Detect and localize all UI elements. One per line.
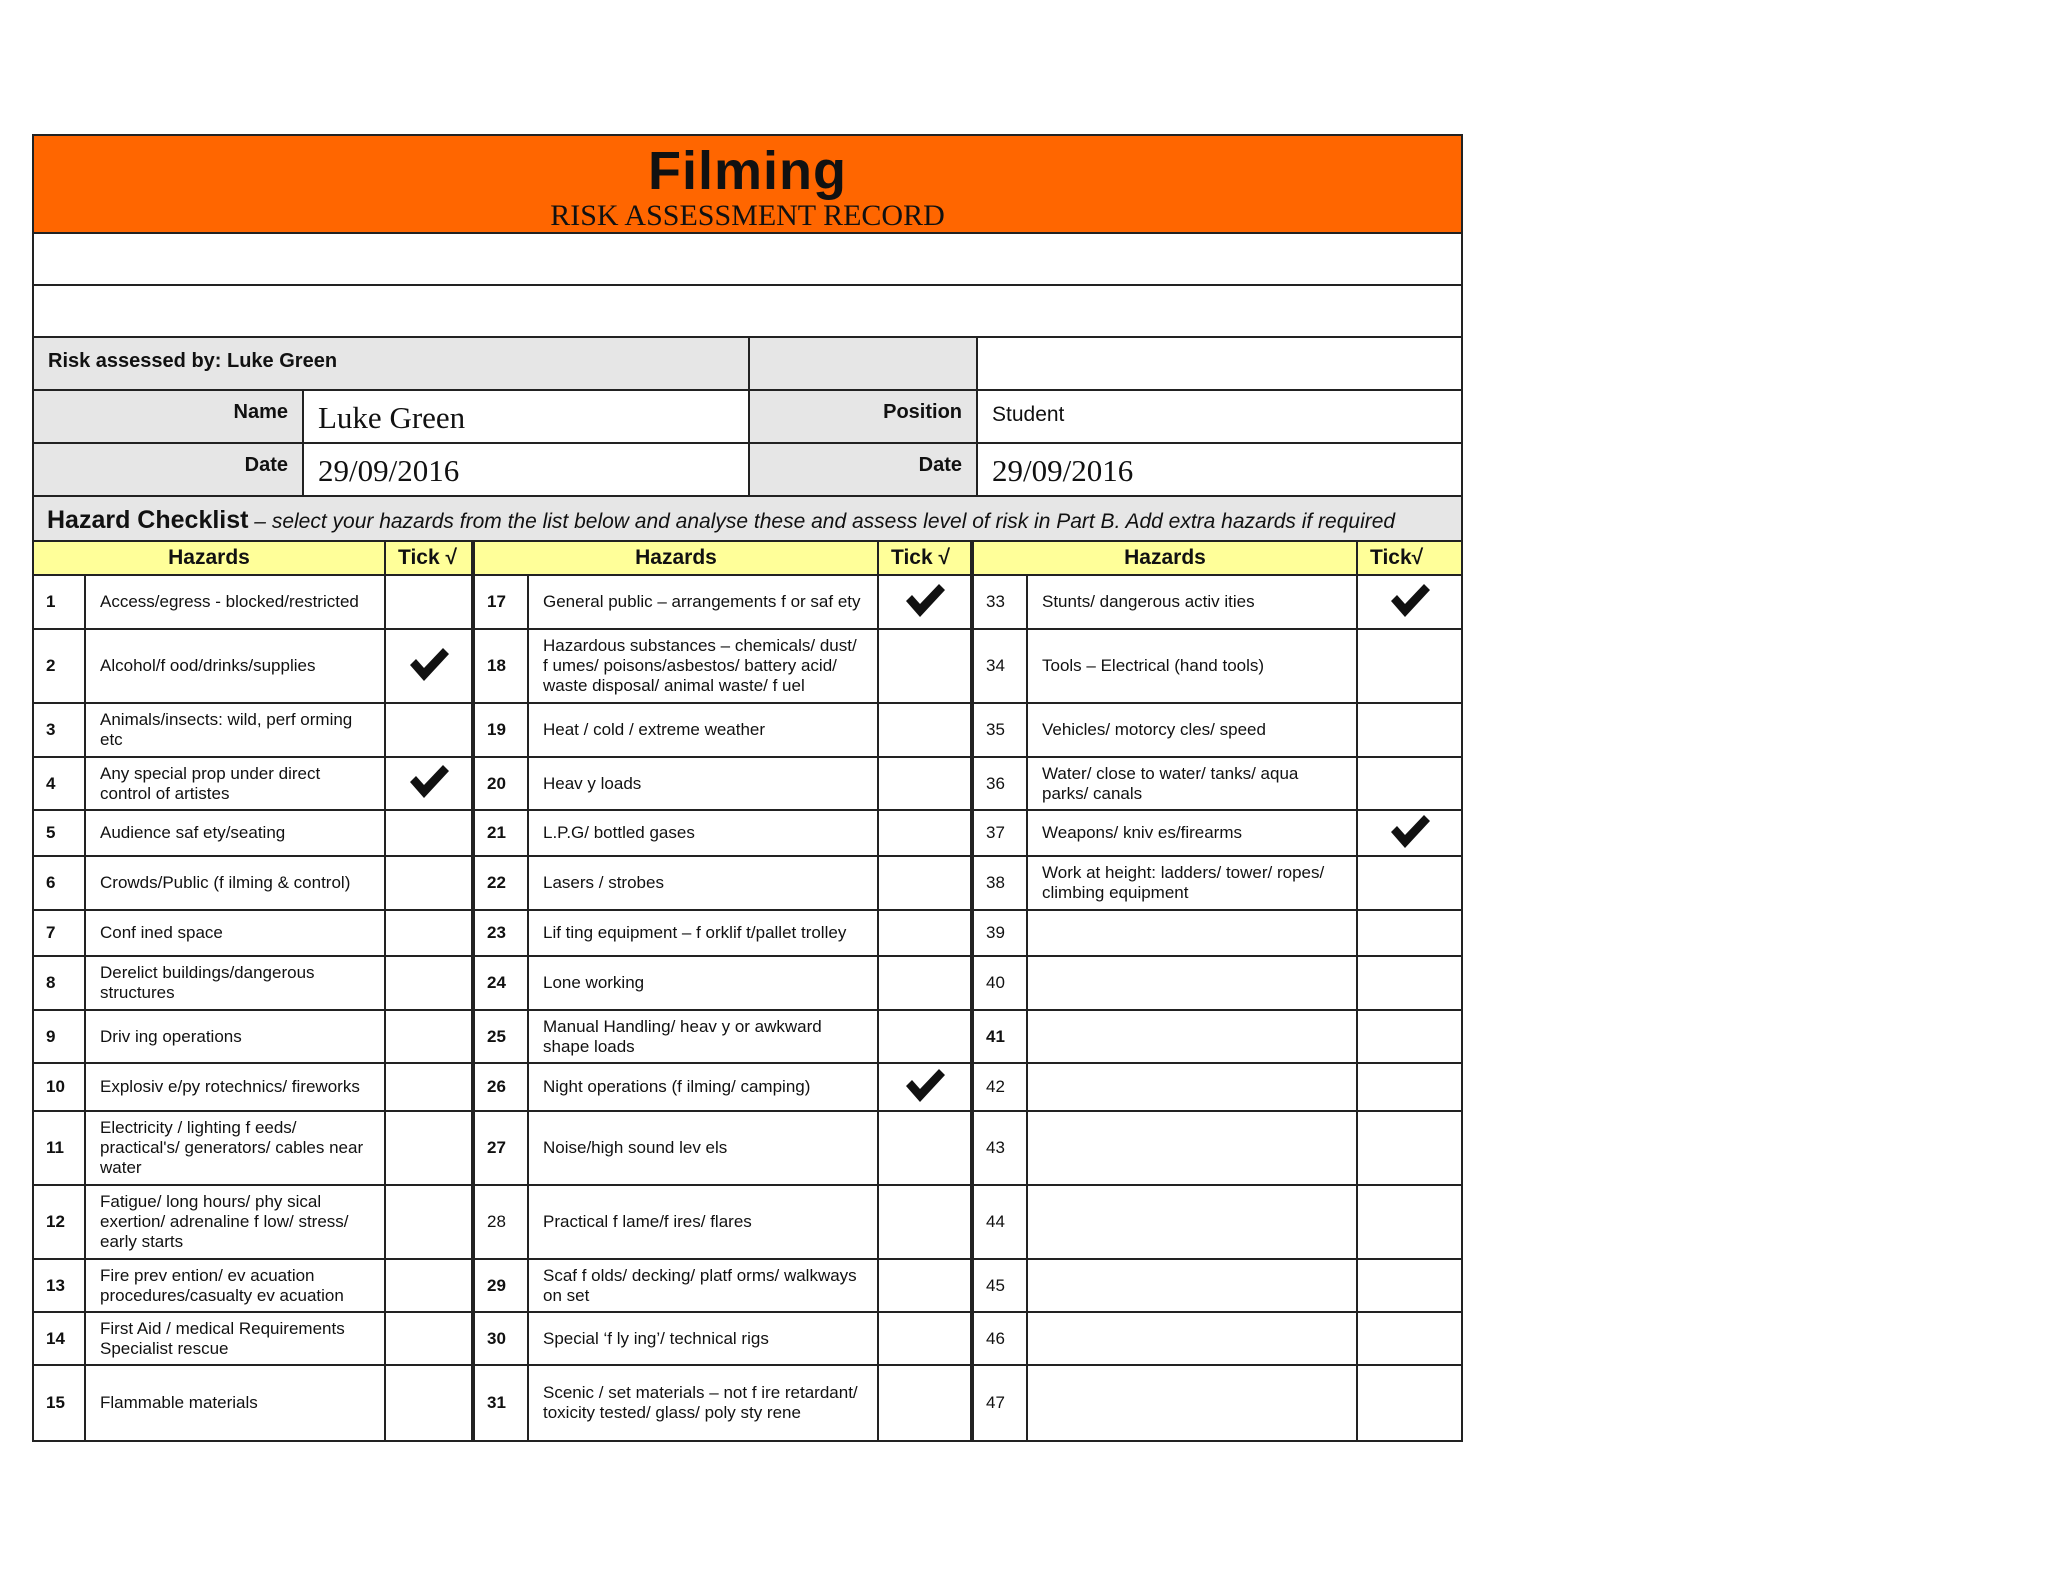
hazard-number: 27 xyxy=(475,1112,529,1184)
column-header xyxy=(34,542,471,576)
hazard-column-1 xyxy=(34,542,475,1440)
tick-cell[interactable] xyxy=(386,1064,471,1110)
assessed-by-row xyxy=(34,338,1461,391)
hazard-text: Audience saf ety/seating xyxy=(86,811,386,855)
checklist-description: – select your hazards from the list below and analyse these and assess level of risk in Part B. Add extra hazards if required xyxy=(248,510,1396,533)
hazard-text: Practical f lame/f ires/ flares xyxy=(529,1186,879,1258)
hazard-row xyxy=(974,857,1461,911)
hazard-row xyxy=(34,1366,471,1440)
hazard-text: Fire prev ention/ ev acuation procedures/casualty ev acuation xyxy=(86,1260,386,1311)
hazard-row xyxy=(475,1064,970,1112)
hazard-number: 9 xyxy=(34,1011,86,1062)
hazard-number: 33 xyxy=(974,576,1028,628)
hazard-row xyxy=(475,1112,970,1186)
tick-cell[interactable] xyxy=(386,576,471,628)
hazard-number: 6 xyxy=(34,857,86,909)
hazard-number: 19 xyxy=(475,704,529,756)
hazard-number: 4 xyxy=(34,758,86,809)
form-subtitle: RISK ASSESSMENT RECORD xyxy=(550,199,945,232)
hazard-text: Scaf f olds/ decking/ platf orms/ walkways on set xyxy=(529,1260,879,1311)
hazard-number: 13 xyxy=(34,1260,86,1311)
hazard-row xyxy=(34,1011,471,1064)
hazard-row xyxy=(475,1260,970,1313)
assessed-by-label: Risk assessed by: Luke Green xyxy=(34,338,750,389)
hazard-row xyxy=(34,811,471,857)
date2-label: Date xyxy=(750,444,978,495)
hazard-text: Noise/high sound lev els xyxy=(529,1112,879,1184)
name-label: Name xyxy=(34,391,304,442)
hazard-row xyxy=(34,911,471,957)
hazard-number: 45 xyxy=(974,1260,1028,1311)
hazard-row xyxy=(974,911,1461,957)
hazard-text: Manual Handling/ heav y or awkward shape loads xyxy=(529,1011,879,1062)
hazard-number: 44 xyxy=(974,1186,1028,1258)
hazard-text: Conf ined space xyxy=(86,911,386,955)
tick-cell[interactable] xyxy=(879,911,970,955)
hazard-row xyxy=(974,1011,1461,1064)
hazard-number: 38 xyxy=(974,857,1028,909)
hazard-row xyxy=(974,1366,1461,1440)
hazard-row xyxy=(34,1112,471,1186)
hazard-number: 7 xyxy=(34,911,86,955)
hazard-number: 20 xyxy=(475,758,529,809)
hazard-text: Hazardous substances – chemicals/ dust/ f umes/ poisons/asbestos/ battery acid/ waste disposal/ animal waste/ f uel xyxy=(529,630,879,702)
tick-cell[interactable] xyxy=(1358,911,1461,955)
name-field[interactable]: Luke Green xyxy=(304,391,750,442)
hazard-text: Derelict buildings/dangerous structures xyxy=(86,957,386,1009)
hazard-number: 11 xyxy=(34,1112,86,1184)
tick-cell[interactable] xyxy=(879,1064,970,1110)
hazards-header: Hazards xyxy=(475,542,879,574)
checkmark-icon xyxy=(1388,812,1432,855)
hazard-row xyxy=(974,704,1461,758)
hazard-text: Access/egress - blocked/restricted xyxy=(86,576,386,628)
tick-cell[interactable] xyxy=(1358,1064,1461,1110)
hazard-number: 17 xyxy=(475,576,529,628)
form-title: Filming xyxy=(648,141,847,201)
hazard-row xyxy=(475,911,970,957)
hazard-number: 25 xyxy=(475,1011,529,1062)
hazard-number: 14 xyxy=(34,1313,86,1364)
hazard-text xyxy=(1028,957,1358,1009)
hazard-number: 37 xyxy=(974,811,1028,855)
hazard-row xyxy=(974,576,1461,630)
hazard-checklist-heading xyxy=(34,497,1461,542)
tick-cell[interactable] xyxy=(386,704,471,756)
hazard-number: 30 xyxy=(475,1313,529,1364)
tick-cell[interactable] xyxy=(879,1313,970,1364)
hazard-text: Fatigue/ long hours/ phy sical exertion/ adrenaline f low/ stress/ early starts xyxy=(86,1186,386,1258)
tick-cell[interactable] xyxy=(879,1260,970,1311)
tick-cell[interactable] xyxy=(879,758,970,809)
hazard-row xyxy=(34,1186,471,1260)
title-band xyxy=(34,136,1461,234)
hazard-text xyxy=(1028,1064,1358,1110)
hazard-text: Explosiv e/py rotechnics/ fireworks xyxy=(86,1064,386,1110)
hazard-number: 35 xyxy=(974,704,1028,756)
hazard-row xyxy=(974,1260,1461,1313)
assessed-by-blank-value[interactable] xyxy=(978,338,1461,389)
date-label: Date xyxy=(34,444,304,495)
hazard-text: Night operations (f ilming/ camping) xyxy=(529,1064,879,1110)
hazard-row xyxy=(974,1186,1461,1260)
checklist-title: Hazard Checklist xyxy=(47,506,249,534)
hazard-number: 26 xyxy=(475,1064,529,1110)
hazard-row xyxy=(974,811,1461,857)
tick-cell[interactable] xyxy=(386,857,471,909)
hazard-number: 18 xyxy=(475,630,529,702)
tick-cell[interactable] xyxy=(1358,857,1461,909)
hazard-number: 23 xyxy=(475,911,529,955)
tick-cell[interactable] xyxy=(879,630,970,702)
hazard-row xyxy=(475,811,970,857)
hazard-text: Weapons/ kniv es/firearms xyxy=(1028,811,1358,855)
hazard-text: Water/ close to water/ tanks/ aqua parks/ canals xyxy=(1028,758,1358,809)
tick-cell[interactable] xyxy=(879,957,970,1009)
hazard-number: 28 xyxy=(475,1186,529,1258)
hazard-number: 43 xyxy=(974,1112,1028,1184)
checkmark-icon xyxy=(407,762,451,805)
hazard-number: 39 xyxy=(974,911,1028,955)
hazard-text: Crowds/Public (f ilming & control) xyxy=(86,857,386,909)
tick-cell[interactable] xyxy=(386,811,471,855)
hazard-text: L.P.G/ bottled gases xyxy=(529,811,879,855)
tick-cell[interactable] xyxy=(1358,630,1461,702)
hazard-row xyxy=(475,1011,970,1064)
hazard-row xyxy=(34,957,471,1011)
tick-cell[interactable] xyxy=(879,1011,970,1062)
hazard-row xyxy=(974,1112,1461,1186)
hazard-text: Animals/insects: wild, perf orming etc xyxy=(86,704,386,756)
date2-field[interactable]: 29/09/2016 xyxy=(992,453,1134,488)
hazard-column-3 xyxy=(974,542,1461,1440)
checkmark-icon xyxy=(903,581,947,624)
hazard-text: Heav y loads xyxy=(529,758,879,809)
hazard-row xyxy=(34,704,471,758)
hazard-text xyxy=(1028,1011,1358,1062)
column-header xyxy=(475,542,970,576)
hazard-number: 15 xyxy=(34,1366,86,1440)
tick-cell[interactable] xyxy=(1358,811,1461,855)
hazard-rows xyxy=(34,576,471,1440)
hazard-number: 41 xyxy=(974,1011,1028,1062)
hazard-text: Flammable materials xyxy=(86,1366,386,1440)
tick-header: Tick √ xyxy=(891,546,951,569)
hazard-row xyxy=(475,1313,970,1366)
hazard-row xyxy=(34,576,471,630)
hazard-number: 8 xyxy=(34,957,86,1009)
hazard-column-2 xyxy=(475,542,974,1440)
hazard-text: Vehicles/ motorcy cles/ speed xyxy=(1028,704,1358,756)
tick-cell[interactable] xyxy=(1358,1366,1461,1440)
hazard-row xyxy=(475,576,970,630)
hazard-number: 12 xyxy=(34,1186,86,1258)
tick-cell[interactable] xyxy=(386,1313,471,1364)
hazard-text xyxy=(1028,1186,1358,1258)
hazard-number: 34 xyxy=(974,630,1028,702)
hazard-row xyxy=(34,630,471,704)
hazard-number: 47 xyxy=(974,1366,1028,1440)
hazard-number: 24 xyxy=(475,957,529,1009)
hazard-number: 40 xyxy=(974,957,1028,1009)
tick-cell[interactable] xyxy=(1358,1260,1461,1311)
position-field[interactable]: Student xyxy=(992,403,1065,426)
tick-header: Tick√ xyxy=(1370,546,1424,569)
hazard-text: First Aid / medical Requirements Specialist rescue xyxy=(86,1313,386,1364)
date-row xyxy=(34,444,1461,497)
tick-cell[interactable] xyxy=(879,576,970,628)
hazard-number: 31 xyxy=(475,1366,529,1440)
date-field[interactable]: 29/09/2016 xyxy=(304,444,750,495)
tick-cell[interactable] xyxy=(386,1112,471,1184)
hazard-text: Alcohol/f ood/drinks/supplies xyxy=(86,630,386,702)
hazard-number: 3 xyxy=(34,704,86,756)
hazard-text: Driv ing operations xyxy=(86,1011,386,1062)
hazards-header: Hazards xyxy=(974,542,1358,574)
hazard-text: Lone working xyxy=(529,957,879,1009)
tick-cell[interactable] xyxy=(386,758,471,809)
tick-cell[interactable] xyxy=(1358,758,1461,809)
hazard-row xyxy=(974,630,1461,704)
hazard-row xyxy=(34,857,471,911)
name-row xyxy=(34,391,1461,444)
hazard-row xyxy=(475,1186,970,1260)
hazard-number: 36 xyxy=(974,758,1028,809)
tick-cell[interactable] xyxy=(1358,576,1461,628)
hazard-row xyxy=(475,1366,970,1440)
tick-cell[interactable] xyxy=(386,1186,471,1258)
hazard-row xyxy=(34,758,471,811)
assessed-by-blank-label xyxy=(750,338,978,389)
tick-cell[interactable] xyxy=(1358,957,1461,1009)
hazard-row xyxy=(974,1064,1461,1112)
hazard-row xyxy=(475,857,970,911)
hazard-text: Scenic / set materials – not f ire retardant/ toxicity tested/ glass/ poly sty rene xyxy=(529,1366,879,1440)
hazard-text: Electricity / lighting f eeds/ practical's/ generators/ cables near water xyxy=(86,1112,386,1184)
hazard-rows xyxy=(974,576,1461,1440)
hazard-number: 42 xyxy=(974,1064,1028,1110)
hazard-text xyxy=(1028,911,1358,955)
hazard-number: 46 xyxy=(974,1313,1028,1364)
hazard-row xyxy=(475,758,970,811)
hazard-text xyxy=(1028,1366,1358,1440)
tick-cell[interactable] xyxy=(1358,1186,1461,1258)
hazard-number: 22 xyxy=(475,857,529,909)
hazard-number: 10 xyxy=(34,1064,86,1110)
hazard-text: General public – arrangements f or saf ety xyxy=(529,576,879,628)
hazard-row xyxy=(475,630,970,704)
hazard-number: 21 xyxy=(475,811,529,855)
hazard-text xyxy=(1028,1260,1358,1311)
tick-cell[interactable] xyxy=(879,1186,970,1258)
tick-header: Tick √ xyxy=(398,546,458,569)
hazard-text: Any special prop under direct control of artistes xyxy=(86,758,386,809)
tick-cell[interactable] xyxy=(1358,704,1461,756)
tick-cell[interactable] xyxy=(879,1112,970,1184)
tick-cell[interactable] xyxy=(1358,1011,1461,1062)
tick-cell[interactable] xyxy=(879,704,970,756)
tick-cell[interactable] xyxy=(1358,1313,1461,1364)
hazard-text: Lif ting equipment – f orklif t/pallet trolley xyxy=(529,911,879,955)
hazard-row xyxy=(34,1313,471,1366)
hazard-row xyxy=(475,704,970,758)
tick-cell[interactable] xyxy=(879,1366,970,1440)
hazard-text: Heat / cold / extreme weather xyxy=(529,704,879,756)
hazard-text xyxy=(1028,1313,1358,1364)
hazard-number: 29 xyxy=(475,1260,529,1311)
hazard-row xyxy=(974,1313,1461,1366)
position-label: Position xyxy=(750,391,978,442)
hazard-row xyxy=(974,957,1461,1011)
hazard-row xyxy=(475,957,970,1011)
hazard-text: Stunts/ dangerous activ ities xyxy=(1028,576,1358,628)
hazard-number: 2 xyxy=(34,630,86,702)
tick-cell[interactable] xyxy=(386,1366,471,1440)
tick-cell[interactable] xyxy=(386,1260,471,1311)
tick-cell[interactable] xyxy=(1358,1112,1461,1184)
checkmark-icon xyxy=(903,1066,947,1109)
hazard-text: Special ‘f ly ing’/ technical rigs xyxy=(529,1313,879,1364)
hazards-header: Hazards xyxy=(34,542,386,574)
tick-cell[interactable] xyxy=(386,630,471,702)
column-header xyxy=(974,542,1461,576)
blank-row-1[interactable] xyxy=(34,234,1461,286)
hazard-text xyxy=(1028,1112,1358,1184)
hazard-row xyxy=(974,758,1461,811)
hazard-row xyxy=(34,1260,471,1313)
hazard-text: Work at height: ladders/ tower/ ropes/ climbing equipment xyxy=(1028,857,1358,909)
hazard-rows xyxy=(475,576,970,1440)
hazard-row xyxy=(34,1064,471,1112)
tick-cell[interactable] xyxy=(386,911,471,955)
hazard-text: Lasers / strobes xyxy=(529,857,879,909)
hazard-number: 5 xyxy=(34,811,86,855)
hazard-grid xyxy=(34,542,1461,1440)
hazard-number: 1 xyxy=(34,576,86,628)
hazard-text: Tools – Electrical (hand tools) xyxy=(1028,630,1358,702)
checkmark-icon xyxy=(407,645,451,688)
risk-assessment-form xyxy=(32,134,1463,1442)
checkmark-icon xyxy=(1388,581,1432,624)
tick-cell[interactable] xyxy=(879,811,970,855)
blank-row-2[interactable] xyxy=(34,286,1461,338)
tick-cell[interactable] xyxy=(386,1011,471,1062)
tick-cell[interactable] xyxy=(879,857,970,909)
tick-cell[interactable] xyxy=(386,957,471,1009)
